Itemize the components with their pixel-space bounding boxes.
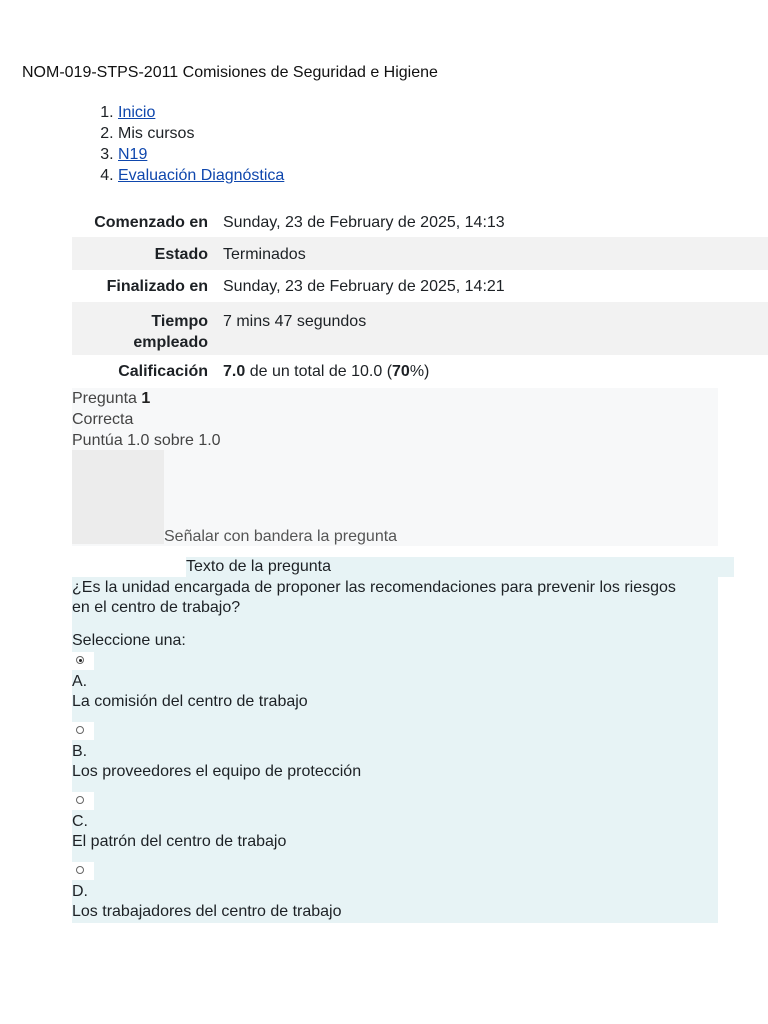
question-text: ¿Es la unidad encargada de proponer las recomendaciones para prevenir los riesgos en el centro de trabajo? <box>72 579 676 616</box>
option-d-radio[interactable] <box>72 862 94 880</box>
option-c-radio[interactable] <box>72 792 94 810</box>
radio-unchecked-icon <box>76 866 84 874</box>
question-info-panel <box>72 388 718 546</box>
started-value: Sunday, 23 de February de 2025, 14:13 <box>223 214 505 231</box>
breadcrumb-text-mis-cursos: Mis cursos <box>118 125 195 142</box>
breadcrumb-item <box>118 102 284 123</box>
question-number-prefix: Pregunta <box>72 390 142 407</box>
flag-icon[interactable] <box>72 450 164 544</box>
breadcrumb <box>72 102 284 186</box>
radio-unchecked-icon <box>76 726 84 734</box>
breadcrumb-item <box>118 165 284 186</box>
question-number-value: 1 <box>141 390 151 407</box>
grade-middle: de un total de 10.0 ( <box>245 363 393 380</box>
finished-value: Sunday, 23 de February de 2025, 14:21 <box>223 278 505 295</box>
radio-unchecked-icon <box>76 796 84 804</box>
flag-question-link[interactable]: Señalar con bandera la pregunta <box>164 528 398 545</box>
option-b-letter: B. <box>72 743 88 760</box>
summary-row-finished <box>72 270 768 302</box>
select-one-label: Seleccione una: <box>72 632 186 649</box>
grade-end: %) <box>409 363 430 380</box>
question-points: Puntúa 1.0 sobre 1.0 <box>72 432 221 449</box>
breadcrumb-link-evaluacion[interactable]: Evaluación Diagnóstica <box>118 167 285 184</box>
option-b-text[interactable]: Los proveedores el equipo de protección <box>72 763 362 780</box>
question-text-header: Texto de la pregunta <box>186 557 734 577</box>
time-label: Tiempo empleado <box>133 313 208 351</box>
state-label: Estado <box>154 246 208 263</box>
page-title: NOM-019-STPS-2011 Comisiones de Seguridad e Higiene <box>22 64 438 81</box>
summary-row-grade <box>72 355 768 385</box>
grade-score: 7.0 <box>223 363 246 380</box>
grade-value <box>216 363 429 381</box>
attempt-summary-table <box>72 207 768 385</box>
question-content <box>72 577 718 923</box>
question-number <box>72 388 718 409</box>
grade-percent: 70 <box>392 363 410 380</box>
breadcrumb-link-inicio[interactable]: Inicio <box>118 104 156 121</box>
radio-checked-icon <box>76 656 84 664</box>
option-c-letter: C. <box>72 813 88 830</box>
option-d-text[interactable]: Los trabajadores del centro de trabajo <box>72 903 342 920</box>
option-a-letter: A. <box>72 673 88 690</box>
breadcrumb-link-n19[interactable]: N19 <box>118 146 148 163</box>
finished-label: Finalizado en <box>106 278 208 295</box>
breadcrumb-item <box>118 144 284 165</box>
started-label: Comenzado en <box>94 214 208 231</box>
option-b-radio[interactable] <box>72 722 94 740</box>
option-a-text[interactable]: La comisión del centro de trabajo <box>72 693 308 710</box>
time-value: 7 mins 47 segundos <box>223 313 367 330</box>
state-value: Terminados <box>223 246 306 263</box>
summary-row-state <box>72 237 768 270</box>
question-state: Correcta <box>72 411 134 428</box>
option-a-radio[interactable] <box>72 652 94 670</box>
option-d-letter: D. <box>72 883 88 900</box>
summary-row-started <box>72 207 768 237</box>
option-c-text[interactable]: El patrón del centro de trabajo <box>72 833 287 850</box>
grade-label: Calificación <box>118 363 208 380</box>
summary-row-time <box>72 302 768 355</box>
breadcrumb-item <box>118 123 284 144</box>
